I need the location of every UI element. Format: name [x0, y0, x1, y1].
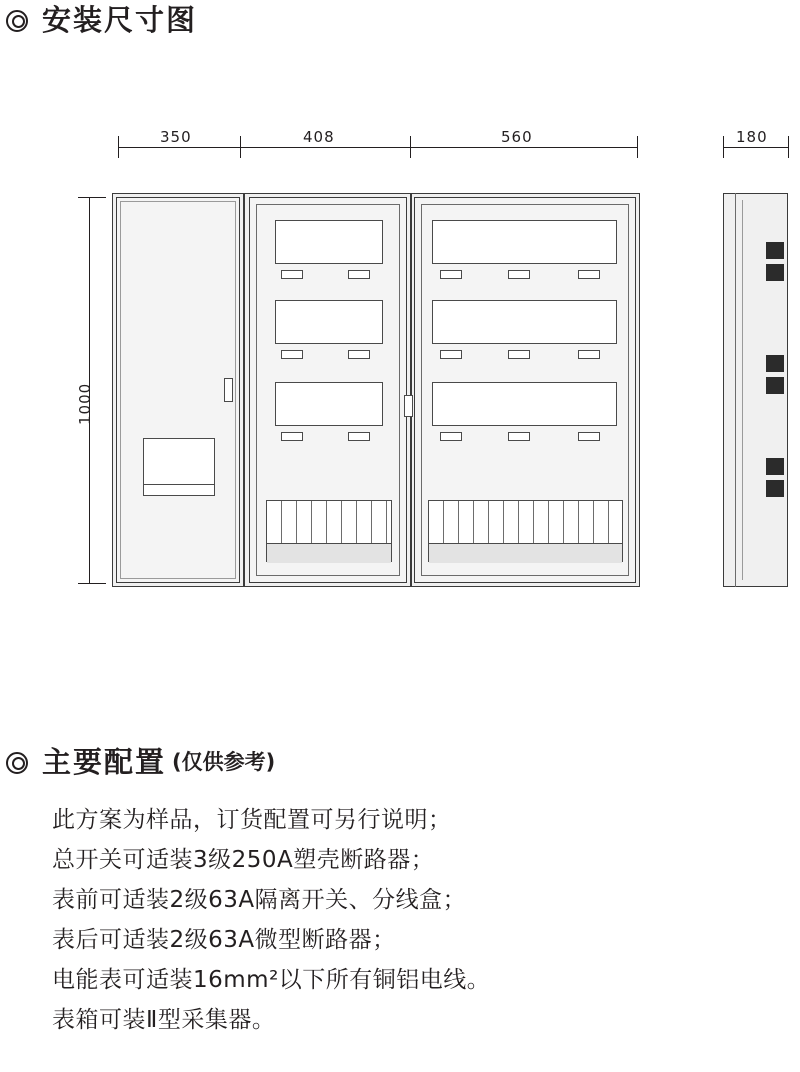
terminal-block	[348, 270, 370, 279]
dim-ext-side-right	[788, 136, 789, 158]
side-mount-block	[766, 480, 784, 497]
dim-ext-bottom	[78, 583, 106, 584]
terminal-block	[281, 270, 303, 279]
terminal-block	[578, 432, 600, 441]
config-line: 电能表可适装16mm²以下所有铜铝电线。	[52, 967, 491, 993]
left-door-window-line	[143, 484, 215, 485]
config-line: 此方案为样品，订货配置可另行说明；	[52, 807, 452, 833]
section-header-configuration	[6, 745, 276, 779]
meter-window	[432, 300, 617, 344]
dim-line-180	[723, 147, 788, 148]
terminal-block	[578, 270, 600, 279]
middle-door-handle	[404, 395, 413, 417]
terminal-block	[440, 432, 462, 441]
dimension-drawing	[0, 110, 800, 630]
terminal-block	[281, 350, 303, 359]
dim-line-350	[118, 147, 240, 148]
dimension-180: 180	[736, 128, 768, 146]
dim-line-560	[410, 147, 637, 148]
left-door-inner-edge	[120, 201, 236, 579]
terminal-block	[508, 350, 530, 359]
terminal-block	[348, 432, 370, 441]
door-divider-1	[243, 193, 245, 587]
terminal-block	[348, 350, 370, 359]
meter-window	[275, 300, 383, 344]
breaker-busbar	[267, 543, 391, 563]
dim-line-408	[240, 147, 410, 148]
dim-ext-top	[78, 197, 106, 198]
terminal-block	[440, 270, 462, 279]
breaker-busbar	[429, 543, 622, 563]
side-view-inner-edge	[742, 200, 743, 580]
dim-ext-right	[637, 136, 638, 158]
config-line: 总开关可适装3级250A塑壳断路器；	[52, 847, 435, 873]
side-mount-block	[766, 264, 784, 281]
breaker-row-middle	[266, 500, 392, 562]
side-mount-block	[766, 458, 784, 475]
dimension-350: 350	[160, 128, 192, 146]
meter-window	[275, 220, 383, 264]
meter-window	[432, 220, 617, 264]
config-line: 表箱可装Ⅱ型采集器。	[52, 1007, 276, 1033]
breaker-row-right	[428, 500, 623, 562]
double-circle-bullet-icon	[6, 10, 28, 32]
door-divider-2	[410, 193, 412, 587]
side-mount-block	[766, 242, 784, 259]
left-door-handle	[224, 378, 233, 402]
side-mount-block	[766, 377, 784, 394]
side-mount-block	[766, 355, 784, 372]
terminal-block	[578, 350, 600, 359]
dimension-1000: 1000	[76, 382, 94, 425]
left-door-window	[143, 438, 215, 496]
dimension-408: 408	[303, 128, 335, 146]
configuration-list	[52, 800, 752, 1040]
page-title: 安装尺寸图	[42, 3, 198, 37]
section-header-dimensions	[6, 3, 198, 37]
terminal-block	[508, 432, 530, 441]
terminal-block	[281, 432, 303, 441]
double-circle-bullet-icon	[6, 752, 28, 774]
terminal-block	[440, 350, 462, 359]
config-title: 主要配置	[42, 745, 167, 779]
dimension-560: 560	[501, 128, 533, 146]
config-subtitle: (仅供参考)	[172, 750, 276, 774]
meter-window	[275, 382, 383, 426]
terminal-block	[508, 270, 530, 279]
config-line: 表前可适装2级63A隔离开关、分线盒；	[52, 887, 467, 913]
config-line: 表后可适装2级63A微型断路器；	[52, 927, 396, 953]
side-view-front-edge	[735, 193, 736, 587]
meter-window	[432, 382, 617, 426]
